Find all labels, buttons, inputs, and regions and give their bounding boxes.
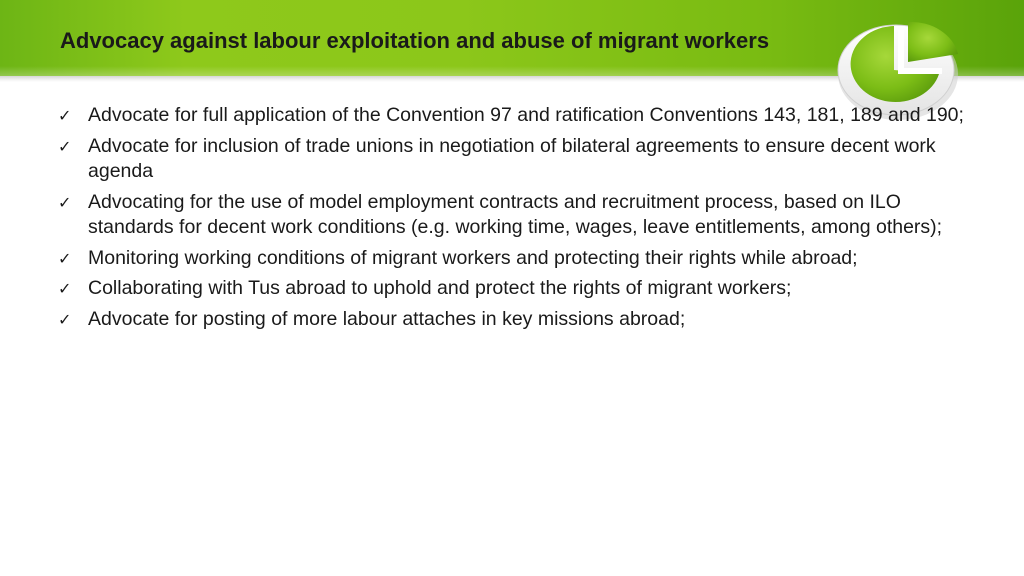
list-item xyxy=(58,190,978,241)
list-item xyxy=(58,246,978,272)
checkmark-icon: ✓ xyxy=(58,279,72,298)
checkmark-icon: ✓ xyxy=(58,106,72,125)
list-item xyxy=(58,103,978,129)
bullet-text: Monitoring working conditions of migrant workers and protecting their rights while abroad; xyxy=(88,246,858,269)
checkmark-icon: ✓ xyxy=(58,309,72,329)
list-item xyxy=(58,134,978,185)
checkmark-icon: ✓ xyxy=(58,192,72,212)
bullet-text: Advocate for inclusion of trade unions in negotiation of bilateral agreements to ensure decent work agenda xyxy=(88,134,936,182)
checkmark-icon: ✓ xyxy=(58,248,72,268)
bullet-text: Collaborating with Tus abroad to uphold and protect the rights of migrant workers; xyxy=(88,277,792,299)
checkmark-icon: ✓ xyxy=(58,136,72,156)
bullet-text: Advocate for posting of more labour attaches in key missions abroad; xyxy=(88,307,686,330)
list-item xyxy=(58,276,978,302)
list-item xyxy=(58,307,978,333)
bullet-text: Advocating for the use of model employment contracts and recruitment process, based on ILO standards for decent work conditions (e.g. working time, wages, leave entitlements, among others); xyxy=(88,190,943,238)
bullet-list xyxy=(58,103,978,337)
slide-title: Advocacy against labour exploitation and abuse of migrant workers xyxy=(60,28,770,53)
bullet-text: Advocate for full application of the Convention 97 and ratification Conventions 143, 181, 189 and 190; xyxy=(88,104,964,126)
